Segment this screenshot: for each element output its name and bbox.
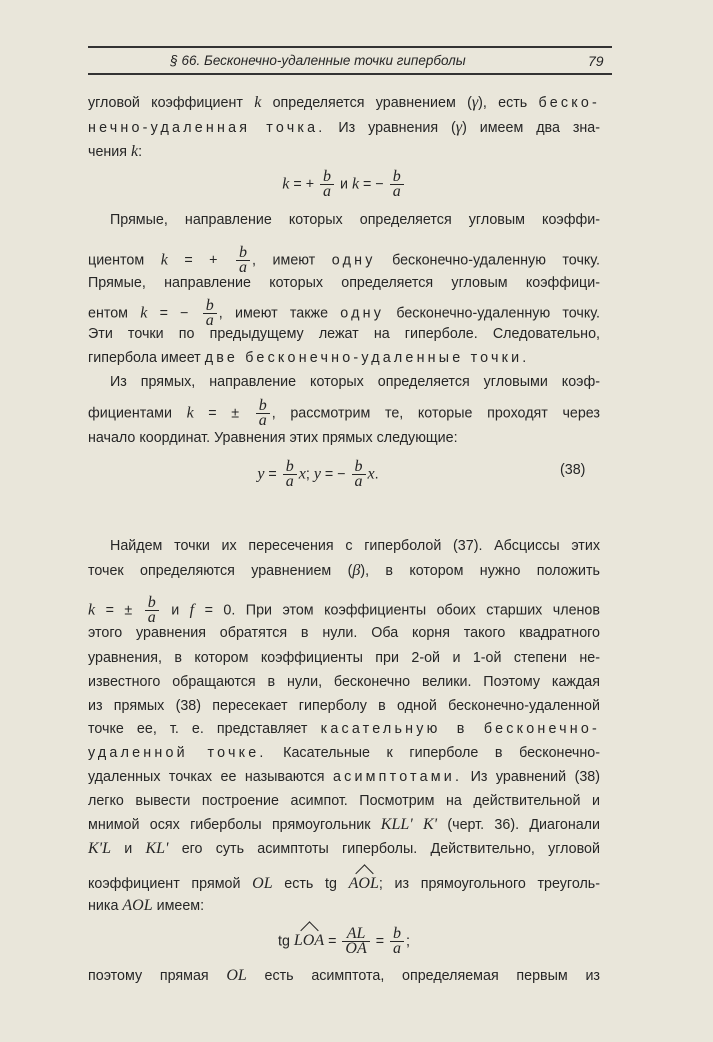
text-line — [88, 118, 600, 138]
text: ентом — [88, 305, 141, 322]
text: Из уравнения ( — [325, 120, 456, 136]
text: ; из прямоугольного треуголь- — [378, 876, 601, 892]
math-symbol: y — [257, 465, 265, 483]
numerator: b — [354, 458, 363, 475]
text: Эти точки по предыдущему лежат на гиперболе. Следовательно, — [88, 326, 600, 342]
numerator: b — [323, 168, 332, 185]
text: = — [264, 466, 281, 483]
math-symbol: OL — [252, 875, 273, 892]
spaced-emphasis: асимптотами. — [332, 769, 463, 785]
text: и — [336, 176, 352, 193]
text: ), в котором нужно положить — [360, 563, 600, 579]
text-line — [88, 561, 600, 581]
text: мнимой осях гиберболы прямоугольник — [88, 817, 381, 833]
text: легко вывести построение асимпот. Посмотрим на действительной и — [88, 793, 600, 809]
text: фициентами — [88, 405, 187, 422]
math-symbol: AOL — [122, 897, 153, 914]
denominator: a — [256, 413, 270, 428]
text: = 0. При этом коэффициенты обоих старших членов — [194, 602, 600, 619]
fraction — [342, 927, 369, 956]
math-symbol: OL — [226, 967, 247, 984]
header-bottom-rule — [88, 73, 612, 75]
text: бесконечно-удаленную точку. — [384, 305, 600, 322]
text: ), есть — [478, 95, 539, 111]
fraction — [236, 246, 250, 275]
denominator: OA — [342, 941, 369, 956]
denominator: a — [352, 474, 366, 489]
math-symbol: k — [160, 251, 168, 269]
text: = + — [167, 252, 235, 269]
text: ; — [406, 933, 411, 950]
running-header-title: § 66. Бесконечно-удаленные точки гиперболы — [170, 53, 466, 68]
math-symbol: β — [352, 562, 361, 579]
spaced-emphasis: одну — [331, 252, 376, 269]
text: начало координат. Уравнения этих прямых следующие: — [88, 430, 458, 446]
text-line — [88, 696, 600, 716]
denominator: a — [320, 184, 334, 199]
text: = + — [289, 176, 319, 193]
math-symbol: K'L — [88, 840, 111, 857]
text: точек определяются уравнением ( — [88, 563, 353, 579]
fraction — [283, 460, 297, 489]
equation-number: (38) — [560, 462, 586, 478]
text-line — [88, 594, 600, 626]
text: , имеют также — [218, 305, 341, 322]
text: и — [160, 602, 190, 619]
text: и — [111, 841, 146, 857]
math-symbol: KL' — [145, 840, 169, 857]
text-line — [88, 273, 600, 293]
numerator: b — [392, 168, 401, 185]
text: этого уравнения обратятся в нули. Оба корня такого квадратного — [88, 625, 600, 641]
fraction — [256, 399, 270, 428]
text: = − — [359, 176, 388, 193]
denominator: a — [236, 260, 250, 275]
text: = − — [147, 305, 201, 322]
numerator: b — [393, 925, 402, 942]
text-line — [88, 839, 600, 859]
math-symbol: k — [351, 175, 360, 193]
text-line — [88, 428, 600, 448]
text: Из уравнений (38) — [462, 769, 601, 785]
text: Из прямых, направление которых определяется угловыми коэф- — [110, 374, 600, 390]
math-symbol: k — [88, 601, 96, 619]
text: его суть асимптоты гиперболы. Действительно, угловой — [168, 841, 600, 857]
text: = − — [320, 466, 350, 483]
text-line — [88, 791, 600, 811]
math-symbol: x — [367, 465, 375, 483]
math-symbol: f — [189, 601, 195, 619]
text: чения — [88, 144, 131, 160]
denominator: a — [390, 184, 404, 199]
text: Прямые, направление которых определяется угловым коэффи- — [110, 212, 600, 228]
text: Прямые, направление которых определяется угловым коэффици- — [88, 275, 600, 291]
text-line — [88, 372, 600, 392]
numerator: b — [147, 594, 156, 611]
text: Касательные к гиперболе в бесконечно- — [266, 745, 600, 761]
text: бесконечно-удаленную точку. — [375, 252, 600, 269]
text: гипербола имеет — [88, 350, 205, 366]
numerator: b — [285, 458, 294, 475]
math-symbol: KLL' K' — [380, 816, 438, 833]
text-line — [88, 397, 600, 429]
fraction — [390, 927, 404, 956]
math-symbol: x — [298, 465, 306, 483]
text: коэффициент прямой — [88, 876, 253, 892]
text: ) имеем два зна- — [462, 120, 600, 136]
math-symbol: γ — [471, 94, 479, 111]
angle-notation: LOA — [293, 932, 325, 950]
text: из прямых (38) пересекает гиперболу в одной бесконечно-удаленной — [88, 698, 600, 714]
text-line — [88, 623, 600, 643]
text: = — [324, 933, 341, 950]
math-symbol: k — [282, 175, 290, 193]
text: , имеют — [252, 252, 332, 269]
text: : — [138, 144, 143, 160]
spaced-emphasis: одну — [340, 305, 385, 322]
text-line — [88, 297, 600, 329]
denominator: a — [390, 941, 404, 956]
text-line — [88, 815, 600, 835]
text: = ± — [95, 602, 143, 619]
text-line — [88, 244, 600, 276]
text: tg — [277, 933, 294, 950]
denominator: a — [145, 610, 159, 625]
denominator: a — [203, 313, 217, 328]
text-line — [88, 719, 600, 739]
math-symbol: γ — [455, 119, 463, 136]
math-symbol: k — [131, 143, 139, 160]
formula-line — [88, 168, 600, 200]
math-symbol: k — [140, 304, 148, 322]
numerator: AL — [346, 925, 366, 942]
text-line — [88, 142, 600, 162]
numerator: b — [258, 397, 267, 414]
text: = ± — [193, 405, 254, 422]
text: ; — [305, 466, 314, 483]
text-line — [88, 348, 600, 368]
fraction — [145, 596, 159, 625]
math-symbol: y — [313, 465, 321, 483]
formula-line — [88, 925, 600, 957]
angle-notation: AOL — [348, 875, 379, 892]
text: угловой коэффициент — [88, 95, 255, 111]
text: , рассмотрим те, которые проходят через — [271, 405, 600, 422]
formula-line — [88, 458, 548, 490]
page-number: 79 — [588, 53, 604, 69]
text: есть асимптота, определяемая первым из — [246, 968, 600, 984]
text-line — [88, 874, 600, 894]
text: (черт. 36). Диагонали — [437, 817, 600, 833]
text: удаленных точках ее называются — [88, 769, 333, 785]
text: уравнения, в котором коэффициенты при 2-ой и 1-ой степени не- — [88, 650, 600, 666]
fraction — [320, 170, 334, 199]
header-top-rule — [88, 46, 612, 48]
math-symbol: k — [254, 94, 262, 111]
text: = — [371, 933, 389, 950]
fraction — [352, 460, 366, 489]
text: есть tg — [272, 876, 349, 892]
text-line — [88, 767, 600, 787]
text-line — [88, 536, 600, 556]
text: поэтому прямая — [88, 968, 227, 984]
text-line — [88, 672, 600, 692]
text: ника — [88, 898, 123, 914]
text: Найдем точки их пересечения с гиперболой (37). Абсциссы этих — [110, 538, 600, 554]
text: определяется уравнением ( — [261, 95, 472, 111]
text: имеем: — [152, 898, 205, 914]
text: точке ее, т. е. представляет — [88, 721, 321, 737]
denominator: a — [283, 474, 297, 489]
text-line — [88, 896, 600, 916]
text: . — [374, 466, 379, 483]
text-line — [88, 743, 600, 763]
text: известного обращаются в нули, бесконечно велики. Поэтому каждая — [88, 674, 600, 690]
spaced-emphasis: беско- — [538, 95, 600, 111]
math-symbol: k — [186, 404, 194, 422]
text-line — [88, 648, 600, 668]
text-line — [88, 210, 600, 230]
spaced-emphasis: две бесконечно-удаленные точки. — [204, 350, 530, 366]
numerator: b — [205, 297, 214, 314]
numerator: b — [239, 244, 248, 261]
spaced-emphasis: нечно-удаленная точка. — [88, 120, 326, 136]
text: циентом — [88, 252, 161, 269]
spaced-emphasis: касательную в бесконечно- — [320, 721, 600, 737]
text-line — [88, 966, 600, 986]
fraction — [390, 170, 404, 199]
text-line — [88, 324, 600, 344]
spaced-emphasis: удаленной точке. — [88, 745, 267, 761]
text-line — [88, 93, 600, 113]
